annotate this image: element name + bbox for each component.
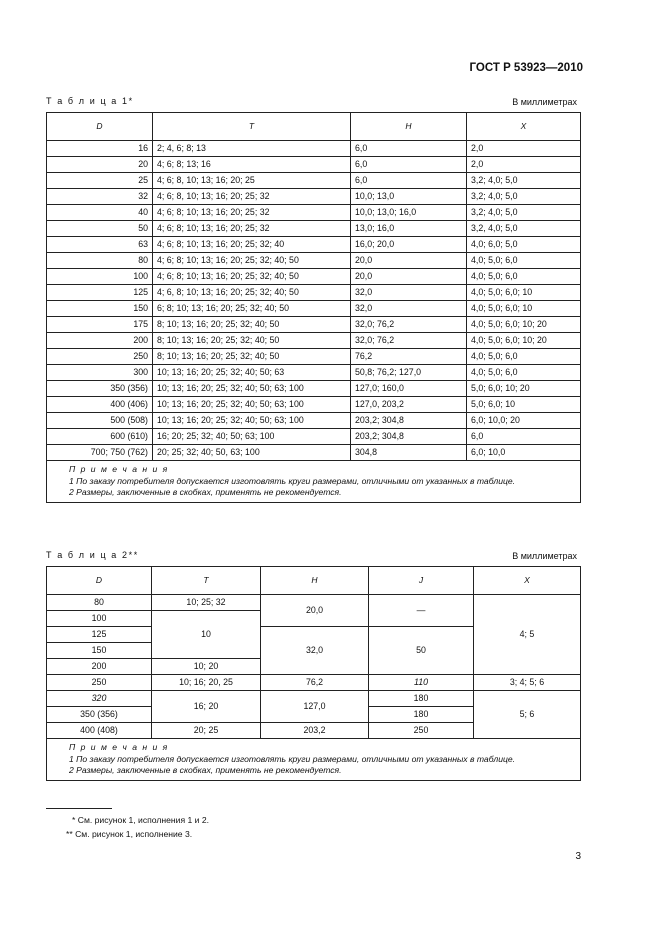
table1-t: 6; 8; 10; 13; 16; 20; 25; 32; 40; 50	[153, 301, 351, 317]
table-row	[47, 317, 581, 333]
table1-d: 500 (508)	[47, 413, 153, 429]
table1-h: 203,2; 304,8	[351, 429, 467, 445]
table2-h: 76,2	[261, 675, 369, 691]
table-row	[47, 595, 581, 611]
table1-h: 32,0; 76,2	[351, 317, 467, 333]
table2-col-t: T	[152, 567, 261, 595]
table1-d: 400 (406)	[47, 397, 153, 413]
table-row	[47, 221, 581, 237]
table1-t: 4; 6, 8; 10; 13; 16; 20; 25; 32; 40; 50	[153, 285, 351, 301]
table1-t: 8; 10; 13; 16; 20; 25; 32; 40; 50	[153, 349, 351, 365]
table1-h: 203,2; 304,8	[351, 413, 467, 429]
table2-t: 20; 25	[152, 723, 261, 739]
table-row	[47, 397, 581, 413]
table1-d: 32	[47, 189, 153, 205]
table2-t: 10; 25; 32	[152, 595, 261, 611]
table1-x: 2,0	[467, 157, 581, 173]
table2-t: 16; 20	[152, 691, 261, 723]
table1-x: 6,0	[467, 429, 581, 445]
table1-x: 2,0	[467, 141, 581, 157]
table2-d: 150	[47, 643, 152, 659]
table1-x: 6,0; 10,0	[467, 445, 581, 461]
table1-t: 10; 13; 16; 20; 25; 32; 40; 50; 63	[153, 365, 351, 381]
table2-note-2: 2 Размеры, заключенные в скобках, применять не рекомендуется.	[69, 765, 342, 775]
table1-notes-title: П р и м е ч а н и я	[69, 464, 169, 474]
table1-col-h: H	[351, 113, 467, 141]
table1-t: 10; 13; 16; 20; 25; 32; 40; 50; 63; 100	[153, 397, 351, 413]
table2-notes-row	[47, 739, 581, 781]
table-row	[47, 675, 581, 691]
footnote-1: * См. рисунок 1, исполнения 1 и 2.	[72, 815, 210, 825]
table2-note-1: 1 По заказу потребителя допускается изготовлять круги размерами, отличными от указанных в таблице.	[69, 753, 516, 764]
table1-caption: Т а б л и ц а 1*	[46, 96, 134, 106]
table1-t: 10; 13; 16; 20; 25; 32; 40; 50; 63; 100	[153, 381, 351, 397]
table-row	[47, 365, 581, 381]
table1-note-1: 1 По заказу потребителя допускается изготовлять круги размерами, отличными от указанных в таблице.	[69, 475, 516, 486]
table2-j: 180	[369, 707, 474, 723]
table1-h: 20,0	[351, 269, 467, 285]
table-row	[47, 157, 581, 173]
table1-x: 4,0; 5,0; 6,0; 10; 20	[467, 317, 581, 333]
table1-x: 6,0; 10,0; 20	[467, 413, 581, 429]
table1-d: 40	[47, 205, 153, 221]
table1-x: 4,0; 5,0; 6,0	[467, 349, 581, 365]
table-row	[47, 237, 581, 253]
table2-d: 400 (408)	[47, 723, 152, 739]
table2-col-d: D	[47, 567, 152, 595]
table1-d: 16	[47, 141, 153, 157]
table2-d: 100	[47, 611, 152, 627]
table1-t: 4; 6; 8, 10; 13; 16; 20; 25; 32	[153, 189, 351, 205]
table1-t: 16; 20; 25; 32; 40; 50; 63; 100	[153, 429, 351, 445]
table1-d: 150	[47, 301, 153, 317]
table-row	[47, 269, 581, 285]
table1-t: 10; 13; 16; 20; 25; 32; 40; 50; 63; 100	[153, 413, 351, 429]
table1-d: 80	[47, 253, 153, 269]
table1-header-row	[47, 113, 581, 141]
footnote-divider	[46, 808, 112, 809]
table1-d: 63	[47, 237, 153, 253]
table2-j: 250	[369, 723, 474, 739]
table-row	[47, 285, 581, 301]
table2-d: 80	[47, 595, 152, 611]
table1-d: 175	[47, 317, 153, 333]
table1-d: 25	[47, 173, 153, 189]
table1-t: 2; 4, 6; 8; 13	[153, 141, 351, 157]
table1-d: 100	[47, 269, 153, 285]
table1-x: 4,0; 5,0; 6,0	[467, 365, 581, 381]
table1-t: 4; 6; 8; 10; 13; 16; 20; 25; 32; 40	[153, 237, 351, 253]
table2-h: 203,2	[261, 723, 369, 739]
table-row	[47, 691, 581, 707]
table2-d: 350 (356)	[47, 707, 152, 723]
table1-h: 13,0; 16,0	[351, 221, 467, 237]
table1-x: 3,2; 4,0; 5,0	[467, 205, 581, 221]
table2-d: 250	[47, 675, 152, 691]
table1-h: 127,0, 203,2	[351, 397, 467, 413]
table1-x: 4,0; 5,0; 6,0; 10	[467, 285, 581, 301]
table1-x: 3,2; 4,0; 5,0	[467, 173, 581, 189]
table-row	[47, 173, 581, 189]
table2-x: 5; 6	[474, 691, 581, 739]
table1-x: 4,0; 6,0; 5,0	[467, 237, 581, 253]
table2-notes	[47, 739, 581, 781]
table1-t: 20; 25; 32; 40; 50, 63; 100	[153, 445, 351, 461]
table-row	[47, 349, 581, 365]
table1-notes-row	[47, 461, 581, 503]
table1-x: 5,0; 6,0; 10; 20	[467, 381, 581, 397]
table1-t: 4; 6; 8; 13; 16	[153, 157, 351, 173]
table2-h: 32,0	[261, 627, 369, 675]
table-row	[47, 413, 581, 429]
table1-h: 6,0	[351, 141, 467, 157]
table2-d: 125	[47, 627, 152, 643]
table1-t: 4; 6; 8; 10; 13; 16; 20; 25; 32; 40; 50	[153, 253, 351, 269]
table1-x: 4,0; 5,0; 6,0; 10; 20	[467, 333, 581, 349]
table2-x: 4; 5	[474, 595, 581, 675]
table2-col-j: J	[369, 567, 474, 595]
table1-d: 20	[47, 157, 153, 173]
table2-j: 110	[369, 675, 474, 691]
table2-notes-title: П р и м е ч а н и я	[69, 742, 169, 752]
table1-col-t: T	[153, 113, 351, 141]
table1-h: 32,0	[351, 301, 467, 317]
table1-d: 125	[47, 285, 153, 301]
table1-h: 6,0	[351, 173, 467, 189]
table2	[46, 566, 581, 781]
table2-h: 127,0	[261, 691, 369, 723]
table2-d: 200	[47, 659, 152, 675]
table1-h: 50,8; 76,2; 127,0	[351, 365, 467, 381]
table1-d: 300	[47, 365, 153, 381]
table-row	[47, 381, 581, 397]
table1-t: 8; 10; 13; 16; 20; 25; 32; 40; 50	[153, 333, 351, 349]
table2-col-h: H	[261, 567, 369, 595]
table1-x: 5,0; 6,0; 10	[467, 397, 581, 413]
table1-t: 4; 6; 8; 10; 13; 16; 20; 25; 32; 40; 50	[153, 269, 351, 285]
table1-x: 3,2, 4,0; 5,0	[467, 221, 581, 237]
table1-x: 4,0; 5,0; 6,0	[467, 269, 581, 285]
table1-col-x: X	[467, 113, 581, 141]
table2-j: 180	[369, 691, 474, 707]
table1-t: 8; 10; 13; 16; 20; 25; 32; 40; 50	[153, 317, 351, 333]
table2-unit: В миллиметрах	[512, 551, 577, 561]
table1	[46, 112, 581, 503]
table1-d: 250	[47, 349, 153, 365]
table2-col-x: X	[474, 567, 581, 595]
table2-caption: Т а б л и ц а 2**	[46, 550, 139, 560]
table-row	[47, 445, 581, 461]
table-row	[47, 189, 581, 205]
document-header: ГОСТ Р 53923—2010	[469, 62, 583, 74]
table-row	[47, 301, 581, 317]
table2-x: 3; 4; 5; 6	[474, 675, 581, 691]
table-row	[47, 333, 581, 349]
table1-h: 10,0; 13,0; 16,0	[351, 205, 467, 221]
table2-header-row	[47, 567, 581, 595]
table1-x: 3,2; 4,0; 5,0	[467, 189, 581, 205]
table1-h: 32,0; 76,2	[351, 333, 467, 349]
table1-h: 20,0	[351, 253, 467, 269]
table2-h: 20,0	[261, 595, 369, 627]
table1-h: 16,0; 20,0	[351, 237, 467, 253]
table1-d: 350 (356)	[47, 381, 153, 397]
footnote-2: ** См. рисунок 1, исполнение 3.	[66, 829, 193, 839]
page-number: 3	[575, 851, 581, 862]
table2-t: 10	[152, 611, 261, 659]
table1-h: 76,2	[351, 349, 467, 365]
table1-d: 200	[47, 333, 153, 349]
table1-h: 304,8	[351, 445, 467, 461]
table2-j: —	[369, 595, 474, 627]
table1-t: 4; 6; 8, 10; 13; 16; 20; 25	[153, 173, 351, 189]
table1-h: 127,0; 160,0	[351, 381, 467, 397]
table1-t: 4; 6; 8; 10; 13; 16; 20; 25; 32	[153, 221, 351, 237]
table2-j: 50	[369, 627, 474, 675]
table2-t: 10; 20	[152, 659, 261, 675]
table1-h: 10,0; 13,0	[351, 189, 467, 205]
table-row	[47, 253, 581, 269]
table1-t: 4; 6; 8; 10; 13; 16; 20; 25; 32	[153, 205, 351, 221]
table1-d: 700; 750 (762)	[47, 445, 153, 461]
table1-col-d: D	[47, 113, 153, 141]
table1-x: 4,0; 5,0; 6,0	[467, 253, 581, 269]
table1-d: 600 (610)	[47, 429, 153, 445]
table1-note-2: 2 Размеры, заключенные в скобках, применять не рекомендуется.	[69, 487, 342, 497]
table1-d: 50	[47, 221, 153, 237]
table1-h: 6,0	[351, 157, 467, 173]
table1-h: 32,0	[351, 285, 467, 301]
table2-d: 320	[47, 691, 152, 707]
table-row	[47, 205, 581, 221]
table-row	[47, 429, 581, 445]
table1-unit: В миллиметрах	[512, 97, 577, 107]
table2-t: 10; 16; 20, 25	[152, 675, 261, 691]
table1-x: 4,0; 5,0; 6,0; 10	[467, 301, 581, 317]
table1-notes	[47, 461, 581, 503]
table-row	[47, 141, 581, 157]
